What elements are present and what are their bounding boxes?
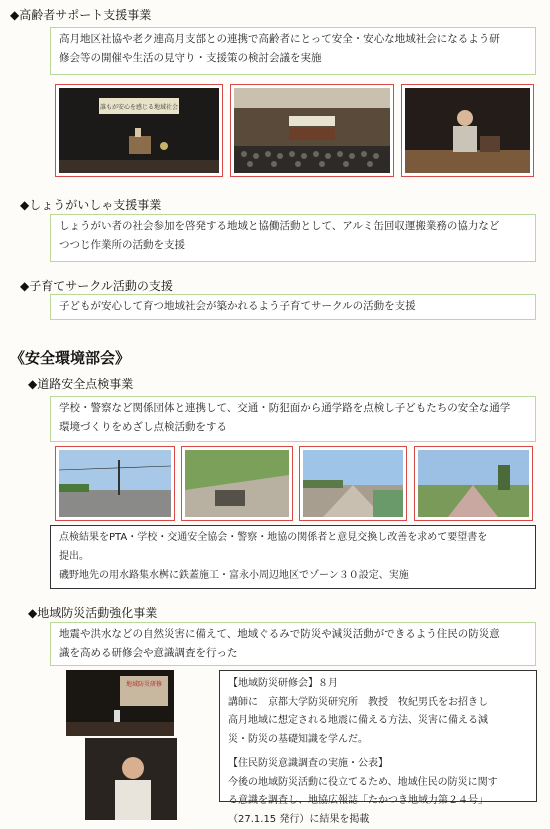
disability-description-box (50, 214, 536, 262)
seminar-line-1: 講師に 京都大学防災研究所 教授 牧紀男氏をお招きし (228, 694, 528, 713)
disaster-description-box (50, 622, 536, 666)
disaster-photo-hall (66, 670, 174, 736)
survey-line-2: る意識を調査し、地協広報誌「たかつき地域力第２４号」 (228, 792, 528, 811)
safety-heading: 《安全環境部会》 (10, 347, 130, 368)
survey-heading: 【住民防災意識調査の実施・公表】 (228, 755, 528, 774)
road-photo-intersection (55, 446, 175, 521)
childcare-section-title: ◆子育てサークル活動の支援 (20, 277, 173, 294)
road-section-title: ◆道路安全点検事業 (28, 375, 133, 392)
disaster-section-title: ◆地域防災活動強化事業 (28, 604, 157, 621)
elderly-section-title: ◆高齢者サポート支援事業 (10, 6, 151, 23)
disaster-photo-lecturer (85, 738, 177, 820)
elderly-line-1: 高月地区社協や老ク連高月支部との連携で高齢者にとって安全・安心な地域社会になるよう研 (59, 30, 527, 49)
road-result-box (50, 525, 536, 589)
road-result-line-3: 磯野地先の用水路集水桝に鉄蓋施工・富永小周辺地区でゾーン３０設定、実施 (59, 566, 527, 585)
road-line-2: 環境づくりをめざし点検活動をする (59, 418, 527, 437)
road-photo-sidewalk (414, 446, 533, 521)
survey-line-3: （27.1.15 発行）に結果を掲載 (228, 811, 528, 829)
road-description-box (50, 396, 536, 442)
seminar-line-3: 災・防災の基礎知識を学んだ。 (228, 731, 528, 750)
elderly-description-box (50, 27, 536, 75)
disaster-line-2: 識を高める研修会や意識調査を行った (59, 644, 527, 663)
disaster-banner-text: 地域防災研修 (126, 680, 162, 688)
road-photo-drain (181, 446, 293, 521)
road-result-line-1: 点検結果をPTA・学校・交通安全協会・警察・地協の関係者と意見交換し改善を求めて要望書を (59, 528, 527, 547)
elderly-banner-text: 誰もが安心を感じる地域社会 (100, 103, 178, 111)
survey-line-1: 今後の地域防災活動に役立てるため、地域住民の防災に関す (228, 774, 528, 793)
elderly-photo-stage (55, 84, 223, 177)
disability-line-2: つつじ作業所の活動を支援 (59, 236, 527, 255)
disability-section-title: ◆しょうがいしゃ支援事業 (20, 196, 161, 213)
elderly-line-2: 修会等の開催や生活の見守り・支援策の検討会議を実施 (59, 49, 527, 68)
elderly-photo-hall (230, 84, 394, 177)
disaster-line-1: 地震や洪水などの自然災害に備えて、地域ぐるみで防災や減災活動ができるよう住民の防災意 (59, 625, 527, 644)
disaster-detail-box (219, 670, 537, 802)
elderly-photo-speaker (401, 84, 534, 177)
seminar-line-2: 高月地域に想定される地震に備える方法、災害に備える減 (228, 712, 528, 731)
road-photo-bridge (299, 446, 407, 521)
seminar-heading: 【地域防災研修会】８月 (228, 675, 528, 694)
road-result-line-2: 提出。 (59, 547, 527, 566)
childcare-line-1: 子どもが安心して育つ地域社会が築かれるよう子育てサークルの活動を支援 (59, 297, 527, 316)
road-line-1: 学校・警察など関係団体と連携して、交通・防犯面から通学路を点検し子どもたちの安全な通学 (59, 399, 527, 418)
childcare-description-box (50, 294, 536, 320)
disability-line-1: しょうがい者の社会参加を啓発する地域と協働活動として、アルミ缶回収運搬業務の協力など (59, 217, 527, 236)
